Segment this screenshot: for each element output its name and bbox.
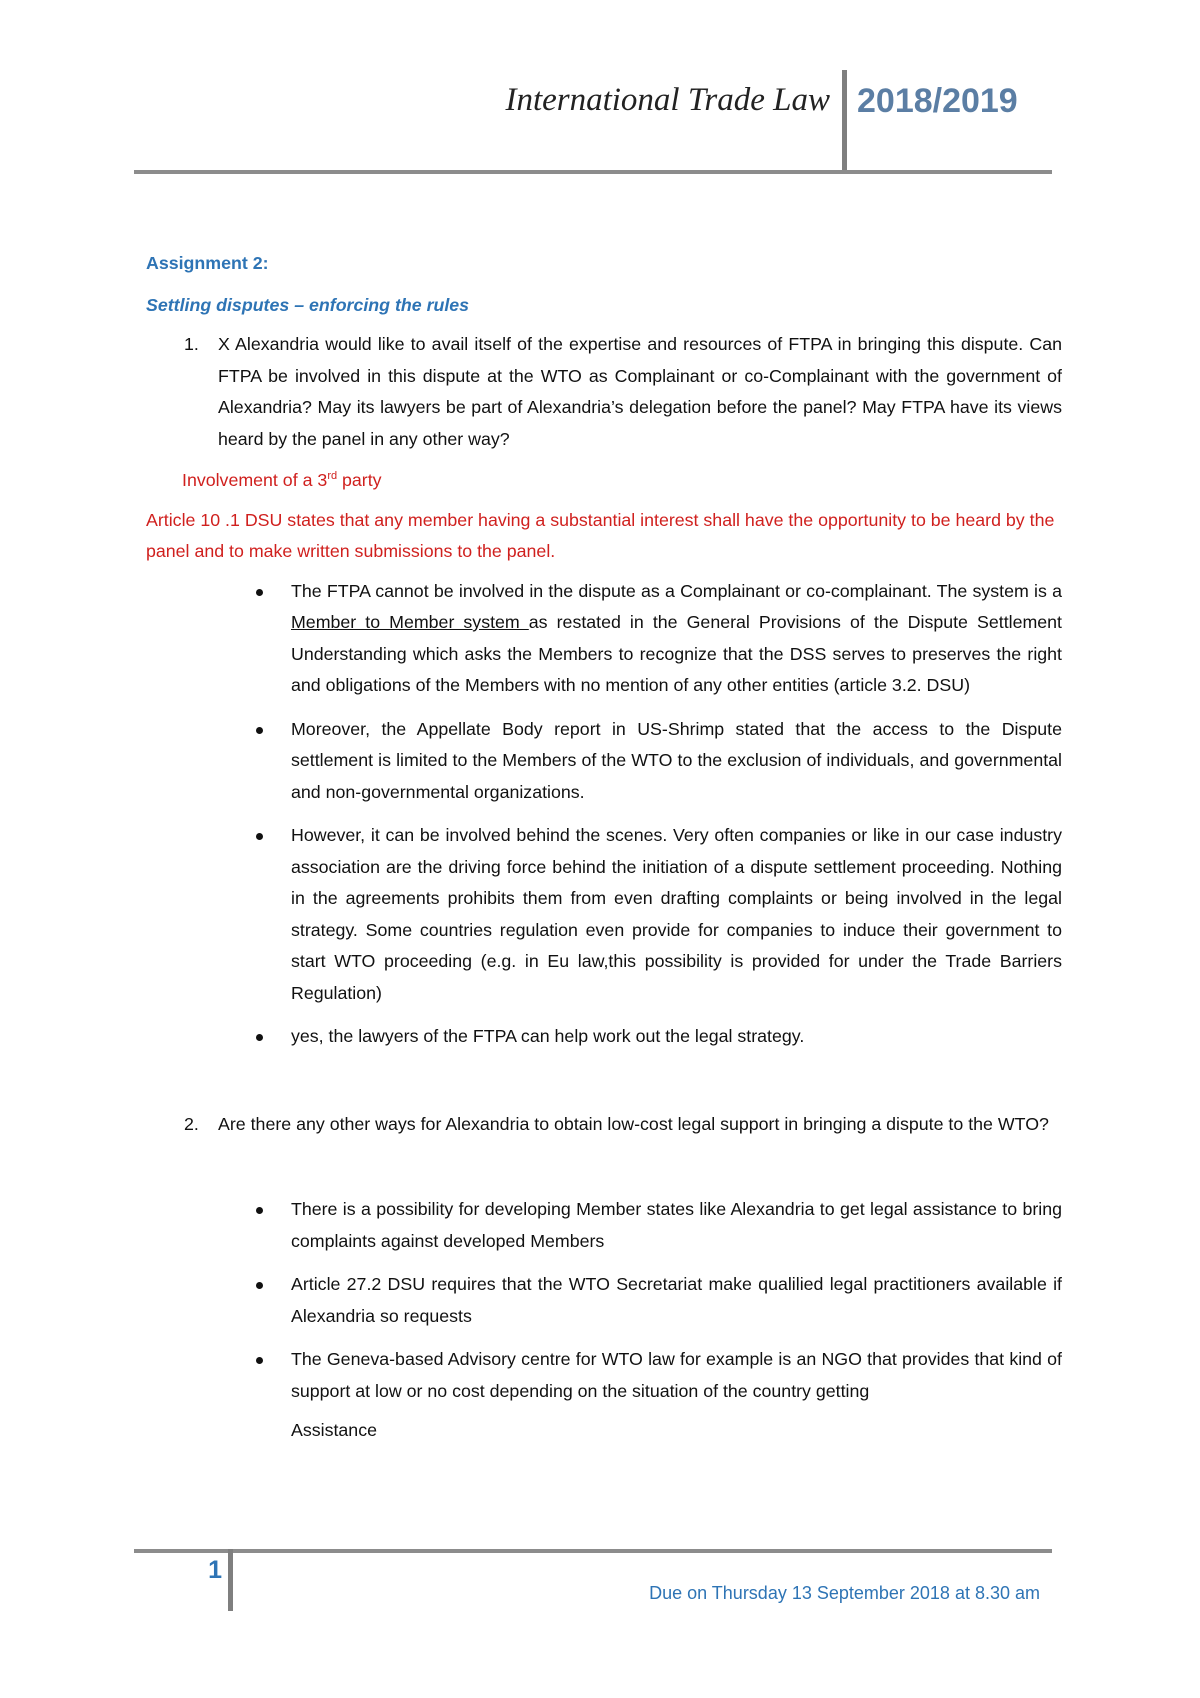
question-2-number: 2. xyxy=(184,1113,199,1134)
due-date: Due on Thursday 13 September 2018 at 8.30 am xyxy=(649,1583,1040,1603)
list-item xyxy=(146,820,1062,1009)
question-1-number: 1. xyxy=(184,334,199,354)
bullet-text: Moreover, the Appellate Body report in US-Shrimp stated that the access to the Dispute settlement is limited to the Members of the WTO to the exclusion of individuals, and governmental and non-governmental organizations. xyxy=(291,718,1062,802)
header-divider-vertical xyxy=(842,70,847,172)
bullet-icon xyxy=(256,1357,263,1364)
bullet-text: The Geneva-based Advisory centre for WTO law for example is an NGO that provides that kind of support at low or no cost depending on the situation of the country getting xyxy=(291,1349,1062,1401)
bullet-icon xyxy=(256,1034,263,1041)
bullet-icon xyxy=(256,589,263,596)
question-1-text: X Alexandria would like to avail itself of the expertise and resources of FTPA in bringing this dispute. Can FTPA be involved in this dispute at the WTO as Complainant or co-Complainant with the government of Alexandria? May its lawyers be part of Alexandria’s delegation before the panel? May FTPA have its views heard by the panel in any other way? xyxy=(218,334,1062,449)
question-2-text: Are there any other ways for Alexandria to obtain low-cost legal support in bringing a dispute to the WTO? xyxy=(218,1113,1049,1134)
bullet-text-continuation: Assistance xyxy=(291,1420,377,1440)
bullet-text: There is a possibility for developing Member states like Alexandria to get legal assistance to bring complaints against developed Members xyxy=(291,1199,1062,1251)
underlined-phrase: Member to Member system xyxy=(291,612,529,632)
bullet-text: However, it can be involved behind the scenes. Very often companies or like in our case industry association are the driving force behind the initiation of a dispute settlement proceeding. Nothing in the agreements prohibits them from even drafting complaints or being involved in the legal strategy. Some countries regulation even provide for companies to induce their government to start WTO proceeding (e.g. in Eu law,this possibility is provided for under the Trade Barriers Regulation) xyxy=(291,825,1062,1003)
header-course-title: International Trade Law xyxy=(505,82,830,118)
involvement-heading-suffix: party xyxy=(337,470,382,490)
list-item xyxy=(146,1269,1062,1332)
list-item xyxy=(146,1021,1062,1053)
page-number: 1 xyxy=(208,1556,222,1584)
header-academic-year: 2018/2019 xyxy=(857,82,1018,120)
assignment-label: Assignment 2: xyxy=(146,253,269,273)
involvement-heading-sup: rd xyxy=(327,470,338,483)
bullet-text: as restated in the General Provisions of the Dispute Settlement Understanding which asks the Members to recognize that the DSS serves to preserves the right and obligations of the Members with no mention of any other entities (article 3.2. DSU) xyxy=(291,612,1062,695)
list-item xyxy=(146,1194,1062,1257)
list-item xyxy=(146,1344,1062,1447)
involvement-heading-prefix: Involvement of a 3 xyxy=(182,470,328,490)
bullet-text: Article 27.2 DSU requires that the WTO Secretariat make qualilied legal practitioners available if Alexandria so requests xyxy=(291,1274,1062,1326)
bullet-text: yes, the lawyers of the FTPA can help work out the legal strategy. xyxy=(291,1026,805,1046)
footer-rule xyxy=(134,1549,1052,1553)
bullet-icon xyxy=(256,727,263,734)
bullet-icon xyxy=(256,1207,263,1214)
bullet-icon xyxy=(256,1282,263,1289)
list-item xyxy=(146,714,1062,809)
header-rule xyxy=(134,170,1052,174)
article-10-paragraph: Article 10 .1 DSU states that any member having a substantial interest shall have the opportunity to be heard by the panel and to make written submissions to the panel. xyxy=(146,509,1055,561)
list-item xyxy=(146,576,1062,702)
answer-1-bullet-list xyxy=(146,576,1062,1053)
involvement-heading xyxy=(146,465,1062,497)
question-2 xyxy=(146,1109,1062,1141)
bullet-icon xyxy=(256,833,263,840)
bullet-text: The FTPA cannot be involved in the dispute as a Complainant or co-complainant. The system is a xyxy=(291,580,1062,601)
footer-divider-vertical xyxy=(228,1549,233,1611)
answer-2-bullet-list xyxy=(146,1194,1062,1447)
document-body xyxy=(146,248,1062,1459)
question-1 xyxy=(146,329,1062,455)
assignment-subtitle: Settling disputes – enforcing the rules xyxy=(146,294,470,315)
